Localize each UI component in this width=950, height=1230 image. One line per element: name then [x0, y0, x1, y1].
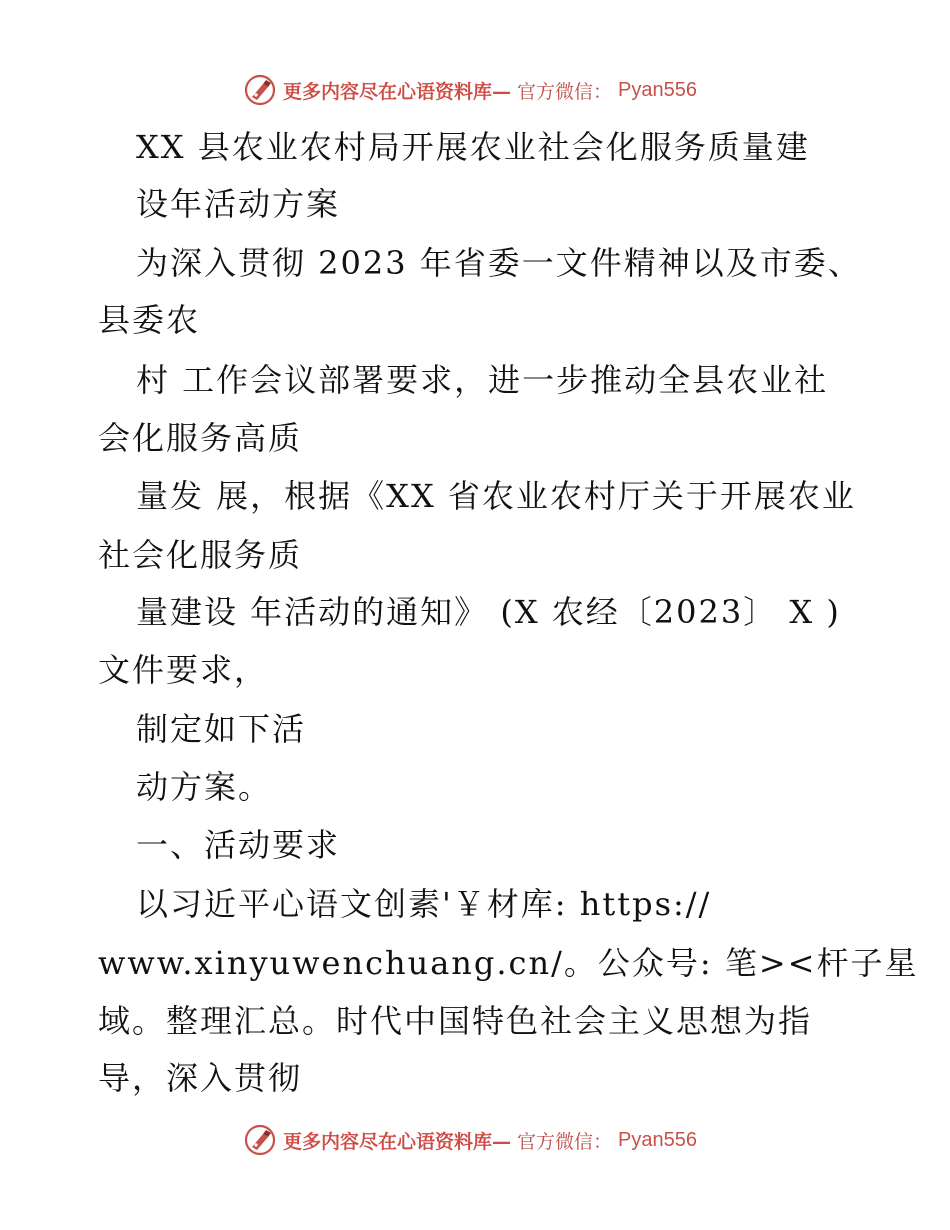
doc-paragraph-line: 动方案。 — [136, 768, 273, 806]
doc-paragraph-line: 村 工作会议部署要求，进一步推动全县农业社 — [136, 361, 829, 399]
pen-nib-logo-icon — [243, 73, 277, 107]
banner-text: 更多内容尽在心语资料库— — [283, 1130, 512, 1153]
section-heading: 一、活动要求 — [136, 826, 341, 864]
banner-text: 更多内容尽在心语资料库— — [283, 80, 512, 103]
header-watermark-banner — [0, 70, 950, 110]
doc-paragraph-line: 量发 展，根据《XX 省农业农村厅关于开展农业 — [136, 477, 856, 515]
doc-paragraph-line: 县委农 — [98, 301, 201, 339]
doc-paragraph-line: 域。整理汇总。时代中国特色社会主义思想为指 — [98, 1002, 813, 1040]
footer-watermark-banner — [0, 1120, 950, 1160]
doc-paragraph-line: 制定如下活 — [136, 710, 307, 748]
footer-banner-content — [243, 1123, 697, 1157]
pen-nib-logo-icon — [243, 1123, 277, 1157]
doc-paragraph-line: www.xinyuwenchuang.cn/。公众号: 笔><杆子星 — [98, 944, 919, 982]
doc-paragraph-line: 文件要求， — [98, 651, 269, 689]
banner-wechat-label: 官方微信： — [517, 1130, 613, 1153]
doc-title-line-1: XX 县农业农村局开展农业社会化服务质量建 — [136, 128, 810, 166]
doc-paragraph-line: 导，深入贯彻 — [98, 1059, 303, 1097]
doc-paragraph-line: 为深入贯彻 2023 年省委一文件精神以及市委、 — [136, 244, 862, 282]
doc-paragraph-line: 会化服务高质 — [98, 419, 303, 457]
doc-paragraph-line: 量建设 年活动的通知》 (X 农经〔2023〕 X ) — [136, 593, 841, 631]
doc-paragraph-line: 以习近平心语文创素'￥材库: https:// — [136, 885, 712, 923]
banner-wechat-id: Pyan556 — [618, 1128, 697, 1151]
banner-wechat-label: 官方微信： — [517, 80, 613, 103]
banner-wechat-id: Pyan556 — [618, 78, 697, 101]
doc-title-line-2: 设年活动方案 — [136, 185, 341, 223]
doc-paragraph-line: 社会化服务质 — [98, 536, 303, 574]
header-banner-content — [243, 73, 697, 107]
